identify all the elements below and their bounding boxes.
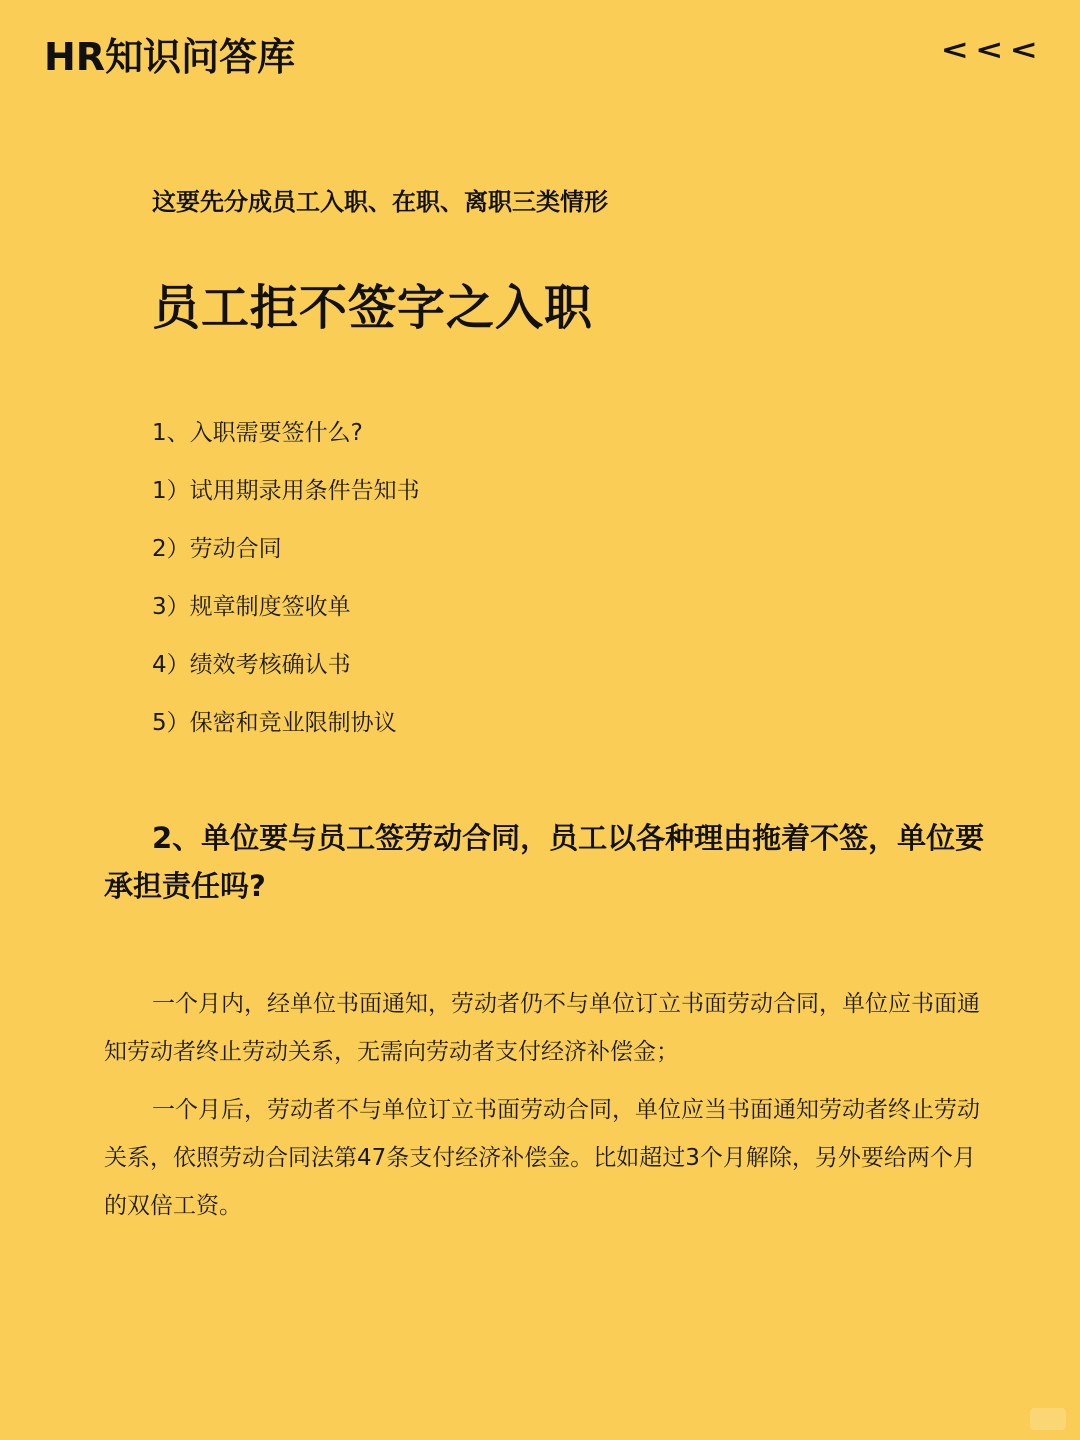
chevron-left-icon: <: [940, 34, 969, 66]
watermark-badge: [1030, 1408, 1066, 1430]
intro-text: 这要先分成员工入职、在职、离职三类情形: [152, 188, 608, 216]
list-item: 1）试用期录用条件告知书: [152, 478, 420, 504]
list-heading: 1、入职需要签什么?: [152, 420, 363, 446]
back-navigation[interactable]: [941, 28, 1039, 72]
chevron-left-icon: <: [975, 34, 1004, 66]
list-item: 5）保密和竞业限制协议: [152, 710, 397, 736]
list-item: 3）规章制度签收单: [152, 594, 351, 620]
list-item: 4）绩效考核确认书: [152, 652, 351, 678]
page-header-title: HR知识问答库: [44, 35, 296, 79]
onboarding-document-list: [152, 414, 420, 762]
list-item: 2）劳动合同: [152, 536, 282, 562]
section-title: 员工拒不签字之入职: [152, 280, 594, 336]
chevron-left-icon: <: [1009, 34, 1038, 66]
answer-paragraph: 一个月内，经单位书面通知，劳动者仍不与单位订立书面劳动合同，单位应书面通知劳动者终止劳动关系，无需向劳动者支付经济补偿金；: [104, 991, 980, 1065]
answer-paragraph: 一个月后，劳动者不与单位订立书面劳动合同，单位应当书面通知劳动者终止劳动关系，依照劳动合同法第47条支付经济补偿金。比如超过3个月解除，另外要给两个月的双倍工资。: [104, 1097, 980, 1219]
question-heading: 2、单位要与员工签劳动合同，员工以各种理由拖着不签，单位要承担责任吗?: [104, 821, 985, 903]
